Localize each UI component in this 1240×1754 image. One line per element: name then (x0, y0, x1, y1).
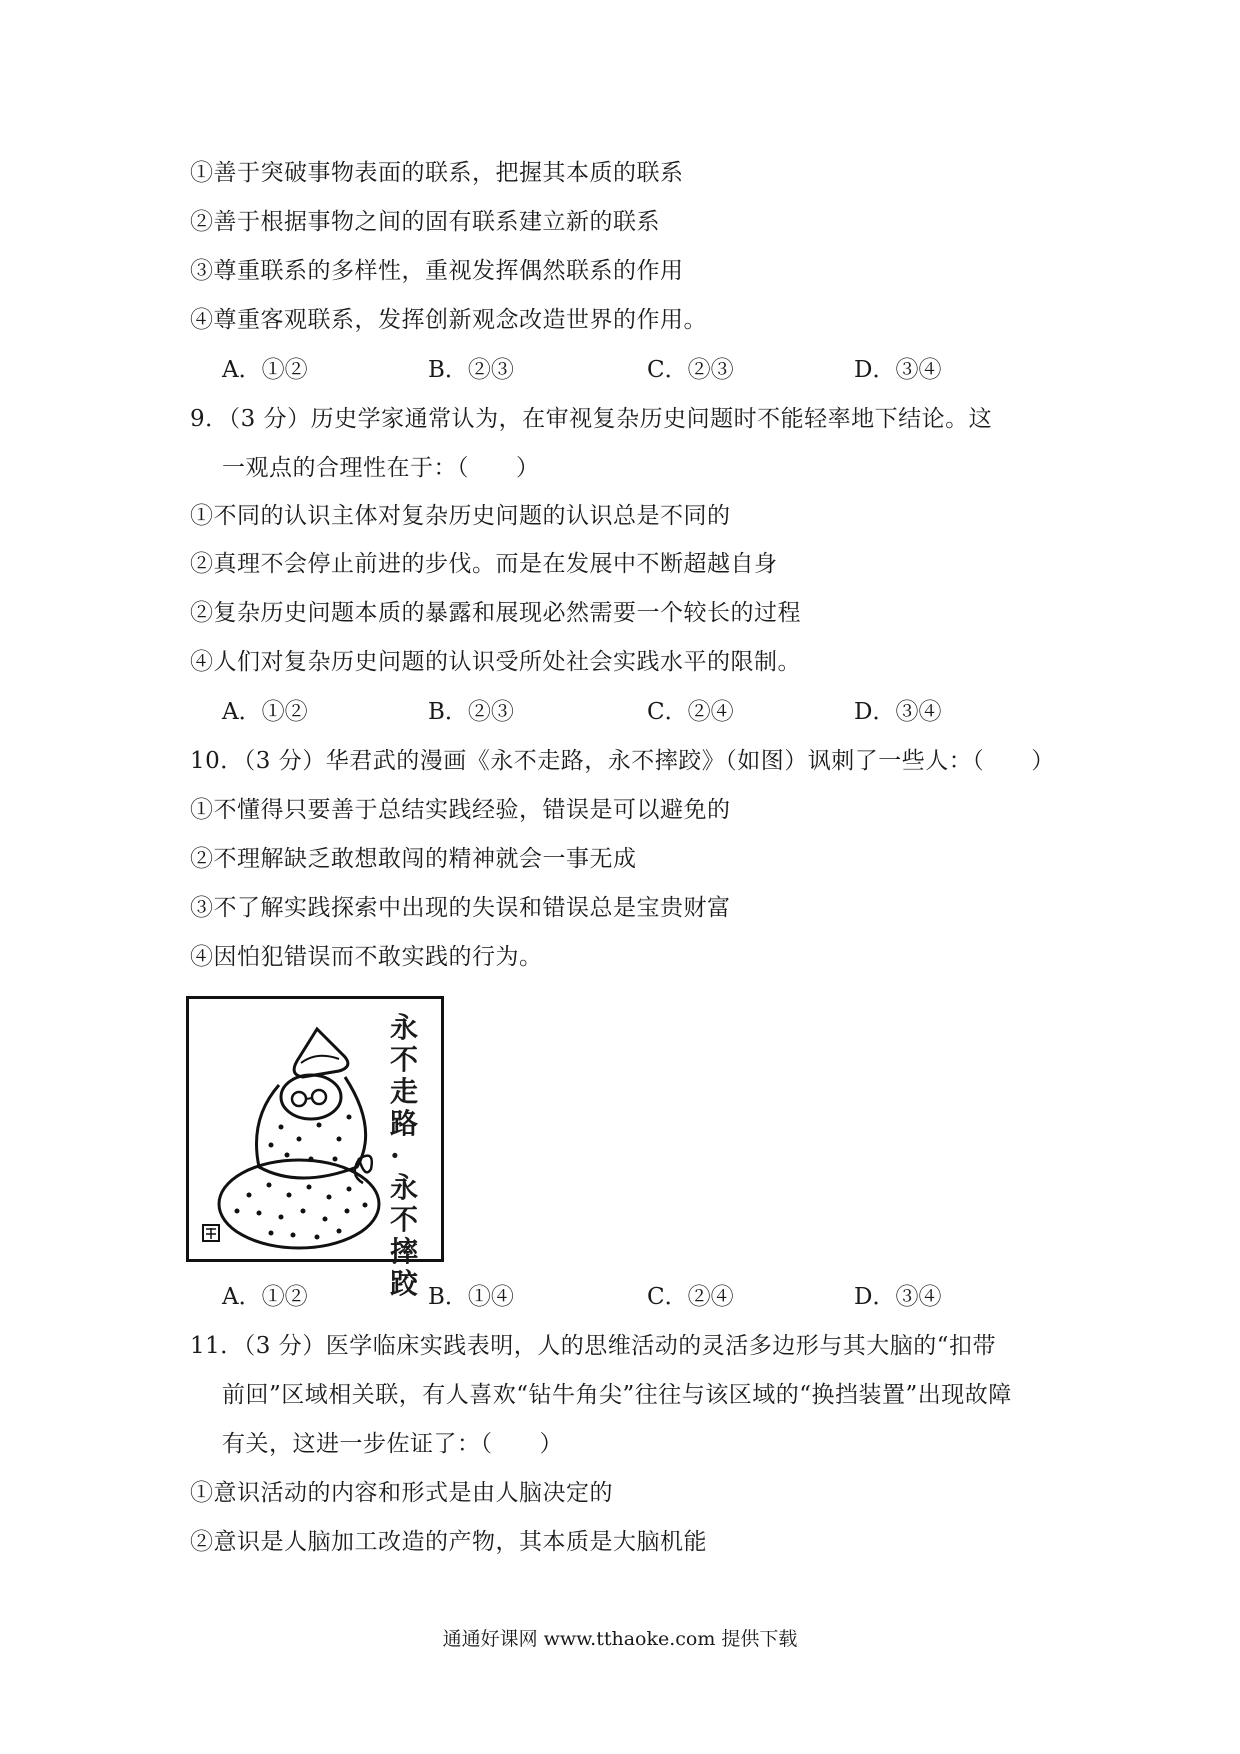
cartoon-caption: 永不走路·永不摔跤 (390, 1011, 419, 1300)
q10-item-2: ②不理解缺乏敢想敢闯的精神就会一事无成 (190, 846, 637, 872)
q8-item-3: ③尊重联系的多样性，重视发挥偶然联系的作用 (190, 258, 684, 284)
q8-option-c[interactable]: C．②③ (647, 357, 734, 383)
q11-stem-line-1: 11．（3 分）医学临床实践表明，人的思维活动的灵活多边形与其大脑的“扣带 (190, 1333, 996, 1359)
q9-option-c[interactable]: C．②④ (647, 699, 734, 725)
q8-item-2: ②善于根据事物之间的固有联系建立新的联系 (190, 209, 660, 235)
q10-stem: 10．（3 分）华君武的漫画《永不走路，永不摔跤》（如图）讽刺了一些人：（ ） (190, 748, 1055, 774)
q9-option-a[interactable]: A．①② (222, 699, 308, 725)
q9-stem-line-2: 一观点的合理性在于：（ ） (222, 455, 540, 481)
page-footer: 通通好课网 www.tthaoke.com 提供下载 (442, 1628, 798, 1650)
q9-item-3: ②复杂历史问题本质的暴露和展现必然需要一个较长的过程 (190, 600, 801, 626)
q9-options (222, 697, 982, 727)
q10-item-3: ③不了解实践探索中出现的失误和错误总是宝贵财富 (190, 895, 731, 921)
q8-options (222, 355, 982, 385)
q11-item-1: ①意识活动的内容和形式是由人脑决定的 (190, 1480, 613, 1506)
q9-option-d[interactable]: D．③④ (854, 699, 942, 725)
q8-option-b[interactable]: B．②③ (428, 357, 514, 383)
q9-item-2: ②真理不会停止前进的步伐。而是在发展中不断超越自身 (190, 551, 778, 577)
q10-option-c[interactable]: C．②④ (647, 1284, 734, 1310)
q10-options (222, 1282, 982, 1312)
q9-item-4: ④人们对复杂历史问题的认识受所处社会实践水平的限制。 (190, 649, 801, 675)
q10-option-b[interactable]: B．①④ (428, 1284, 514, 1310)
q9-item-1: ①不同的认识主体对复杂历史问题的认识总是不同的 (190, 503, 731, 529)
q8-option-a[interactable]: A．①② (222, 357, 308, 383)
q8-item-4: ④尊重客观联系，发挥创新观念改造世界的作用。 (190, 307, 707, 333)
q11-item-2: ②意识是人脑加工改造的产物，其本质是大脑机能 (190, 1529, 707, 1555)
q9-option-b[interactable]: B．②③ (428, 699, 514, 725)
q10-item-1: ①不懂得只要善于总结实践经验，错误是可以避免的 (190, 797, 731, 823)
q8-option-d[interactable]: D．③④ (854, 357, 942, 383)
q10-option-a[interactable]: A．①② (222, 1284, 308, 1310)
q10-option-d[interactable]: D．③④ (854, 1284, 942, 1310)
q10-item-4: ④因怕犯错误而不敢实践的行为。 (190, 944, 543, 970)
q8-item-1: ①善于突破事物表面的联系，把握其本质的联系 (190, 160, 684, 186)
q11-stem-line-2: 前回”区域相关联，有人喜欢“钻牛角尖”往往与该区域的“换挡装置”出现故障 (222, 1382, 1012, 1408)
q9-stem-line-1: 9．（3 分）历史学家通常认为，在审视复杂历史问题时不能轻率地下结论。这 (190, 406, 993, 432)
q11-stem-line-3: 有关，这进一步佐证了：（ ） (222, 1431, 563, 1457)
